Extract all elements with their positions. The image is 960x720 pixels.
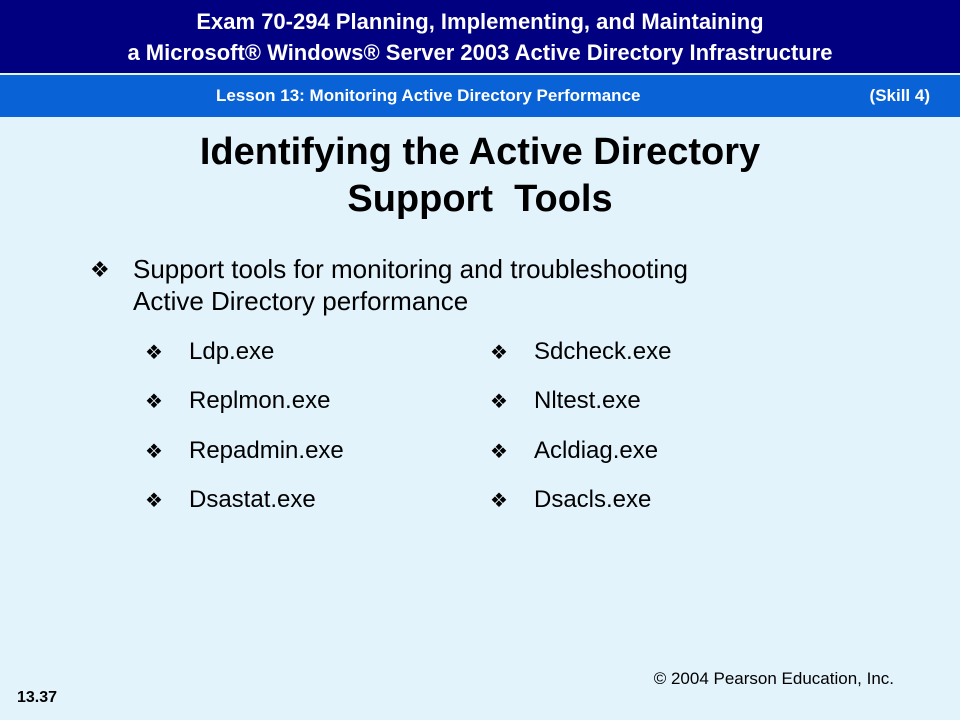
list-item [145, 436, 344, 485]
bullet-diamond-icon: ❖ [145, 391, 163, 414]
copyright-notice: © 2004 Pearson Education, Inc. [653, 669, 894, 688]
course-title-line2: a Microsoft® Windows® Server 2003 Active Directory Infrastructure [127, 40, 833, 65]
main-bullet [90, 253, 853, 317]
bullet-diamond-icon: ❖ [490, 440, 508, 463]
list-item [145, 386, 344, 435]
lesson-bar [0, 75, 960, 117]
tool-name: Sdcheck.exe [534, 338, 672, 365]
lesson-title: Lesson 13: Monitoring Active Directory Performance [216, 86, 641, 105]
tool-name: Dsacls.exe [534, 485, 652, 513]
list-item [145, 485, 344, 534]
bullet-diamond-icon: ❖ [90, 257, 110, 282]
tool-name: Dsastat.exe [189, 485, 316, 513]
bullet-diamond-icon: ❖ [490, 391, 508, 414]
tools-list-right [490, 337, 671, 534]
tool-name: Nltest.exe [534, 387, 641, 415]
main-bullet-line2: Active Directory performance [133, 286, 469, 316]
bullet-diamond-icon: ❖ [490, 342, 508, 364]
tool-name: Repadmin.exe [189, 436, 344, 464]
list-item [490, 386, 671, 435]
tool-name: Replmon.exe [189, 387, 331, 415]
bullet-diamond-icon: ❖ [145, 440, 163, 463]
skill-label: (Skill 4) [869, 86, 930, 105]
tool-name: Ldp.exe [189, 338, 275, 365]
bullet-diamond-icon: ❖ [145, 342, 163, 364]
slide-title [0, 129, 960, 223]
course-title-line1: Exam 70-294 Planning, Implementing, and Maintaining [196, 9, 764, 34]
bullet-diamond-icon: ❖ [490, 489, 508, 512]
main-bullet-text [133, 253, 853, 317]
list-item [145, 337, 344, 386]
list-item [490, 485, 671, 534]
list-item [490, 436, 671, 485]
slide-title-line2: Support Tools [347, 178, 613, 220]
list-item [490, 337, 671, 386]
bullet-diamond-icon: ❖ [145, 489, 163, 512]
slide-title-line1: Identifying the Active Directory [199, 131, 761, 173]
course-header [0, 0, 960, 73]
tools-list-left [145, 337, 344, 534]
tool-name: Acldiag.exe [534, 436, 659, 464]
slide-number: 13.37 [17, 689, 58, 706]
main-bullet-line1: Support tools for monitoring and troubleshooting [133, 254, 689, 284]
